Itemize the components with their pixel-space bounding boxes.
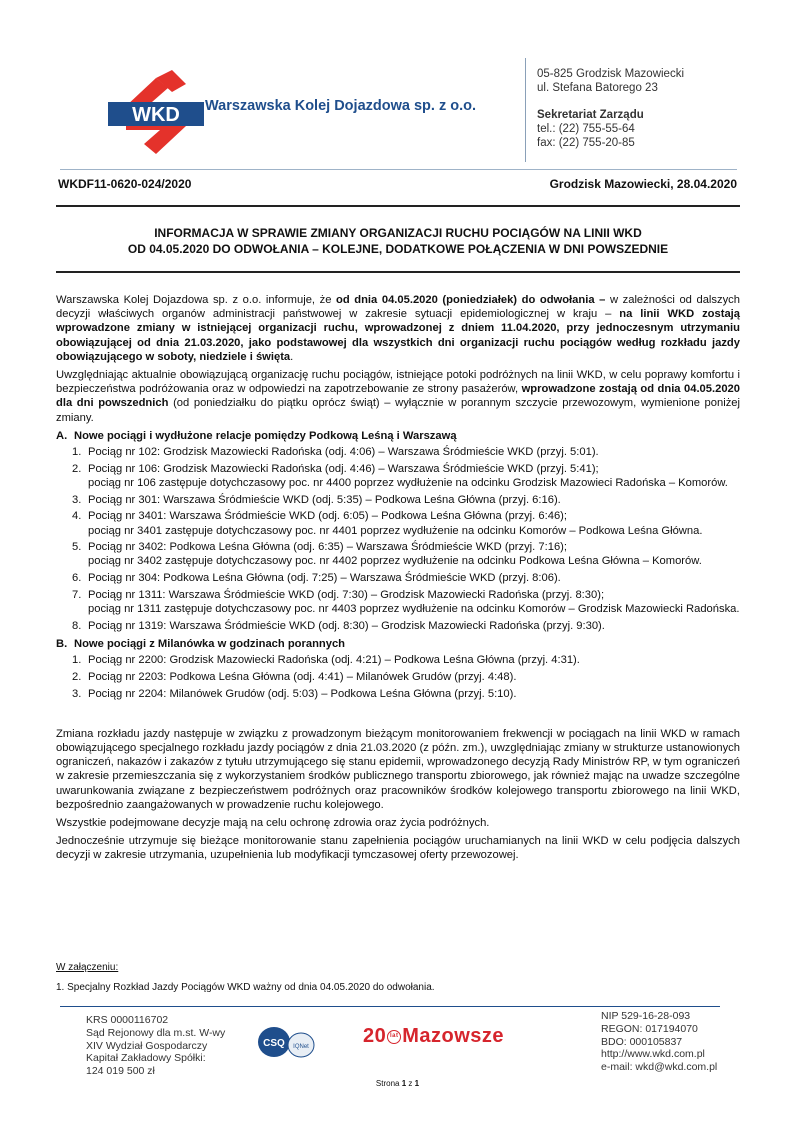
- section-b-heading: B. Nowe pociągi z Milanówka w godzinach porannych: [56, 637, 346, 650]
- attachment-item: 1. Specjalny Rozkład Jazdy Pociągów WKD ważny od dnia 04.05.2020 do odwołania.: [56, 982, 435, 993]
- logo-text: WKD: [132, 104, 180, 126]
- list-item: 2. Pociąg nr 106: Grodzisk Mazowiecki Radońska (odj. 4:46) – Warszawa Śródmieście WKD (przyj. 5:41); pociąg nr 106 zastępuje dotychczasowy poc. nr 4400 poprzez wydłużenie na odcinku Grodzisk Mazowieci Radońska – Komorów.: [72, 462, 728, 489]
- document-place-date: Grodzisk Mazowiecki, 28.04.2020: [549, 177, 737, 191]
- cert-sub-text: IQNet: [293, 1044, 309, 1050]
- list-item: 3. Pociąg nr 301: Warszawa Śródmieście WKD (odj. 5:35) – Podkowa Leśna Główna (przyj. 6:16).: [72, 493, 561, 506]
- list-item: 5. Pociąg nr 3402: Podkowa Leśna Główna (odj. 6:35) – Warszawa Śródmieście WKD (przyj. 7:16); pociąg nr 3402 zastępuje dotychczasowy poc. nr 4402 poprzez wydłużenie na odcinku Podkowa Leśna Główna – Komorów.: [72, 541, 702, 568]
- address-block: [537, 67, 684, 150]
- list-item: 1. Pociąg nr 2200: Grodzisk Mazowiecki Radońska (odj. 4:21) – Podkowa Leśna Główna (przyj. 4:31).: [72, 654, 580, 667]
- footer-registration: KRS 0000116702 Sąd Rejonowy dla m.st. W-wy XIV Wydział Gospodarczy Kapitał Zakładowy Spółki: 124 019 500 zł: [86, 1014, 226, 1078]
- section-b-list: [56, 653, 740, 701]
- title-rule-bottom: [56, 271, 740, 273]
- list-item: 6. Pociąg nr 304: Podkowa Leśna Główna (odj. 7:25) – Warszawa Śródmieście WKD (przyj. 8:06).: [72, 572, 561, 585]
- fax-number: fax: (22) 755-20-85: [537, 137, 635, 149]
- paragraph-1: Warszawska Kolej Dojazdowa sp. z o.o. informuje, że od dnia 04.05.2020 (poniedziałek) do odwołania – w zależności od dalszych decyzji właściwych organów administracji państwowej w zakresie sytuacji epidemiologicznej w kraju – na linii WKD zostają wprowadzone zmiany w istniejącej organizacji ruchu, wprowadzonej z dniem 11.04.2020, przy jednoczesnym utrzymaniu obowiązującej od dnia 21.03.2020, jako podstawowej dla wszystkich dni organizacji ruchu pociągów według rozkładu jazdy obowiązującego w soboty, niedziele i święta.: [56, 294, 740, 363]
- document-body: [56, 293, 740, 867]
- email-link[interactable]: e-mail: wkd@wkd.com.pl: [601, 1061, 718, 1074]
- company-name: Warszawska Kolej Dojazdowa sp. z o.o.: [205, 98, 476, 114]
- title-line1: INFORMACJA W SPRAWIE ZMIANY ORGANIZACJI RUCHU POCIĄGÓW NA LINII WKD: [154, 226, 642, 240]
- list-item: 1. Pociąg nr 102: Grodzisk Mazowiecki Radońska (odj. 4:06) – Warszawa Śródmieście WKD (przyj. 5:01).: [72, 446, 599, 459]
- mazowsze-logo: 20 lat Mazowsze: [363, 1025, 505, 1047]
- document-reference: WKDF11-0620-024/2020: [58, 177, 192, 191]
- list-item: 2. Pociąg nr 2203: Podkowa Leśna Główna (odj. 4:41) – Milanówek Grudów (przyj. 4:48).: [72, 670, 517, 683]
- address-line2: ul. Stefana Batorego 23: [537, 82, 658, 94]
- secretariat-label: Sekretariat Zarządu: [537, 109, 644, 121]
- section-a-heading: A. Nowe pociągi i wydłużone relacje pomiędzy Podkową Leśną i Warszawą: [56, 429, 457, 442]
- address-line1: 05-825 Grodzisk Mazowiecki: [537, 68, 685, 80]
- paragraph-5: Jednocześnie utrzymuje się bieżące monitorowanie stanu zapełnienia pociągów uruchamianych na linii WKD w celu podjęcia dalszych decyzji w zakresie utrzymania, uzupełnienia lub modyfikacji tymczasowej oferty przewozowej.: [56, 835, 740, 862]
- website-link[interactable]: http://www.wkd.com.pl: [601, 1048, 705, 1061]
- list-item: 4. Pociąg nr 3401: Warszawa Śródmieście WKD (odj. 6:05) – Podkowa Leśna Główna (przyj. 6:46); pociąg nr 3401 zastępuje dotychczasowy poc. nr 4401 poprzez wydłużenie na odcinku Komorów – Podkowa Leśna Główna.: [72, 510, 703, 537]
- attachment-block: [56, 958, 435, 998]
- certification-logo: [257, 1025, 317, 1059]
- page-number: Strona 1 z 1: [375, 1079, 420, 1088]
- list-item: 7. Pociąg nr 1311: Warszawa Śródmieście WKD (odj. 7:30) – Grodzisk Mazowiecki Radońska (przyj. 8:30); pociąg nr 1311 zastępuje dotychczasowy poc. nr 4403 poprzez wydłużenie na odcinku Komorów – Grodzisk Mazowiecki Radońska.: [72, 588, 740, 616]
- paragraph-4: Wszystkie podejmowane decyzje mają na celu ochronę zdrowia oraz życia podróżnych.: [56, 817, 490, 829]
- document-title: [56, 225, 740, 257]
- section-a-list: [56, 445, 740, 633]
- title-line2: OD 04.05.2020 DO ODWOŁANIA – KOLEJNE, DODATKOWE POŁĄCZENIA W DNI POWSZEDNIE: [127, 242, 669, 256]
- list-item: 3. Pociąg nr 2204: Milanówek Grudów (odj. 5:03) – Podkowa Leśna Główna (przyj. 5:10).: [72, 687, 517, 700]
- footer-identifiers: NIP 529-16-28-093 REGON: 017194070 BDO: 000105837 http://www.wkd.com.pl e-mail: wkd@wkd.com.pl: [601, 1010, 718, 1074]
- paragraph-3: Zmiana rozkładu jazdy następuje w związku z prowadzonym bieżącym monitorowaniem frekwencji w pociągach na linii WKD w ramach obowiązującego specjalnego rozkładu jazdy pociągów z dnia 21.03.2020 (z późn. zm.), uwzględniając zmiany w strukturze ustanowionych ograniczeń, nakazów i zakazów z tytułu utrzymującego się stanu epidemii, wprowadzonego decyzją Rady Ministrów RP, w tym ograniczeń w zakresie przemieszczania się z wykorzystaniem środków publicznego transportu zbiorowego, jak również mając na uwadze szczególne uwarunkowania związane z bezpieczeństwem podróżnych oraz pracowników środków kolejowego transportu zbiorowego na linii WKD, bezpośrednio zaangażowanych w prowadzenie ruchu kolejowego.: [56, 727, 740, 811]
- address-divider: [525, 58, 526, 162]
- phone-number: tel.: (22) 755-55-64: [537, 123, 635, 135]
- wkd-logo: [108, 66, 204, 158]
- list-item: 8. Pociąg nr 1319: Warszawa Śródmieście WKD (odj. 8:30) – Grodzisk Mazowiecki Radońska (przyj. 9:30).: [72, 619, 605, 632]
- footer-divider: [60, 1006, 720, 1007]
- title-rule-top: [56, 205, 740, 207]
- attachment-label: W załączeniu:: [56, 962, 119, 973]
- paragraph-2: Uwzględniając aktualnie obowiązującą organizację ruchu pociągów, istniejące potoki podróżnych na linii WKD, w celu poprawy komfortu i bezpieczeństwa podróżowania oraz w odpowiedzi na zapotrzebowanie ze strony pasażerów, wprowadzone zostają od dnia 04.05.2020 dla dni powszednich (od poniedziałku do piątku oprócz świąt) – wyłącznie w porannym szczycie przewozowym, wymienione poniżej zmiany.: [56, 369, 740, 424]
- header-divider: [60, 169, 737, 170]
- cert-text: CSQ: [263, 1038, 285, 1049]
